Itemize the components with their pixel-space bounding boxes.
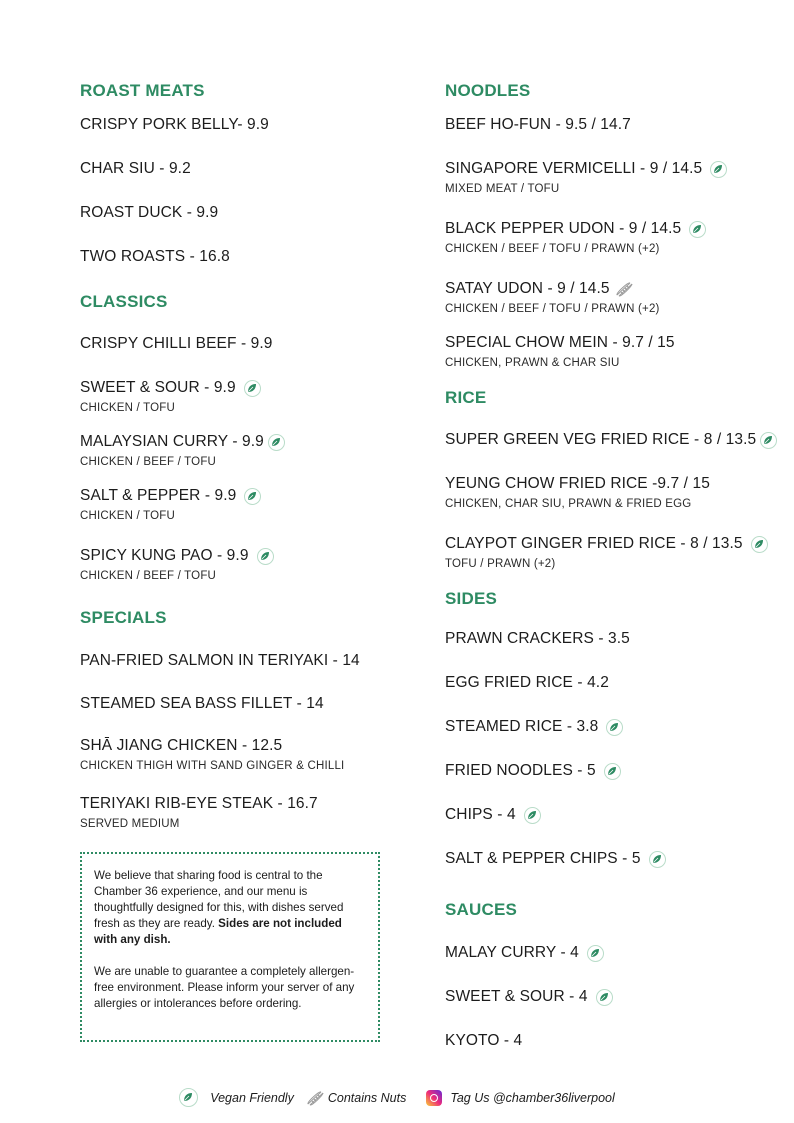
item-options: CHICKEN / BEEF / TOFU / PRAWN (+2)	[445, 243, 660, 255]
menu-item	[445, 718, 623, 736]
item-name: PRAWN CRACKERS - 3.5	[445, 630, 630, 647]
leaf-icon	[179, 1088, 198, 1107]
section-title-rice: RICE	[445, 388, 487, 407]
leaf-icon	[587, 945, 604, 962]
menu-item	[445, 674, 609, 692]
menu-item	[445, 535, 768, 570]
item-name: SPICY KUNG PAO - 9.9	[80, 547, 249, 564]
instagram-icon	[426, 1090, 442, 1106]
leaf-icon	[751, 536, 768, 553]
leaf-icon	[524, 807, 541, 824]
item-name: TWO ROASTS - 16.8	[80, 248, 230, 265]
leaf-icon	[244, 488, 261, 505]
item-options: CHICKEN / BEEF / TOFU	[80, 570, 217, 582]
item-name: FRIED NOODLES - 5	[445, 762, 596, 779]
leaf-icon	[596, 989, 613, 1006]
item-name: STEAMED RICE - 3.8	[445, 718, 599, 735]
menu-item	[80, 547, 274, 582]
item-options: TOFU / PRAWN (+2)	[445, 558, 556, 570]
menu-item	[445, 762, 621, 780]
menu-item	[80, 248, 230, 266]
leaf-icon	[760, 432, 777, 449]
item-name: SWEET & SOUR - 4	[445, 988, 588, 1005]
menu-item	[445, 988, 613, 1006]
section-title-noodles: NOODLES	[445, 81, 531, 100]
item-name: EGG FRIED RICE - 4.2	[445, 674, 609, 691]
item-name: BLACK PEPPER UDON - 9 / 14.5	[445, 220, 682, 237]
item-name: CRISPY CHILLI BEEF - 9.9	[80, 335, 273, 352]
item-options: CHICKEN / TOFU	[80, 510, 176, 522]
menu-item	[80, 487, 261, 522]
menu-item	[445, 630, 630, 648]
legend-vegan	[179, 1088, 294, 1107]
leaf-icon	[710, 161, 727, 178]
info-note-box	[80, 852, 380, 1042]
item-name: CHIPS - 4	[445, 806, 516, 823]
item-name: PAN-FRIED SALMON IN TERIYAKI - 14	[80, 652, 360, 669]
item-name: CRISPY PORK BELLY- 9.9	[80, 116, 269, 133]
sharing-note: We believe that sharing food is central to the Chamber 36 experience, and our menu is thoughtfully designed for this, with dishes served fresh as they are ready. Sides are not included with any dish.	[94, 869, 344, 946]
leaf-icon	[244, 380, 261, 397]
item-options: CHICKEN / BEEF / TOFU	[80, 456, 217, 468]
menu-item	[80, 695, 324, 713]
menu-item	[80, 379, 261, 414]
item-name: SALT & PEPPER - 9.9	[80, 487, 237, 504]
menu-item	[445, 160, 727, 195]
item-options: CHICKEN / TOFU	[80, 402, 176, 414]
leaf-icon	[689, 221, 706, 238]
item-options: CHICKEN THIGH WITH SAND GINGER & CHILLI	[80, 760, 345, 772]
menu-item	[445, 475, 710, 510]
menu-item	[80, 795, 318, 830]
menu-item	[80, 160, 191, 178]
menu-item	[445, 116, 631, 134]
menu-item	[445, 334, 675, 369]
menu-item	[80, 335, 273, 353]
item-name: SWEET & SOUR - 9.9	[80, 379, 236, 396]
item-name: YEUNG CHOW FRIED RICE -9.7 / 15	[445, 475, 710, 492]
legend-instagram	[418, 1090, 614, 1106]
item-options: CHICKEN, PRAWN & CHAR SIU	[445, 357, 620, 369]
menu-item	[445, 944, 604, 962]
item-name: SALT & PEPPER CHIPS - 5	[445, 850, 641, 867]
allergen-note: We are unable to guarantee a completely allergen-free environment. Please inform your server of any allergies or intolerances before ordering.	[94, 965, 355, 1010]
item-options: MIXED MEAT / TOFU	[445, 183, 560, 195]
nut-icon	[306, 1090, 324, 1106]
item-name: STEAMED SEA BASS FILLET - 14	[80, 695, 324, 712]
leaf-icon	[268, 434, 285, 451]
section-title-sides: SIDES	[445, 589, 498, 608]
item-name: CHAR SIU - 9.2	[80, 160, 191, 177]
leaf-icon	[604, 763, 621, 780]
menu-item	[80, 116, 269, 134]
item-options: CHICKEN / BEEF / TOFU / PRAWN (+2)	[445, 303, 660, 315]
item-name: TERIYAKI RIB-EYE STEAK - 16.7	[80, 795, 318, 812]
item-name: MALAY CURRY - 4	[445, 944, 579, 961]
item-name: KYOTO - 4	[445, 1032, 523, 1049]
leaf-icon	[649, 851, 666, 868]
section-title-classics: CLASSICS	[80, 292, 168, 311]
menu-item	[445, 220, 706, 255]
item-name: BEEF HO-FUN - 9.5 / 14.7	[445, 116, 631, 133]
nut-icon	[615, 281, 633, 297]
menu-item	[445, 806, 541, 824]
item-name: MALAYSIAN CURRY - 9.9	[80, 433, 264, 450]
section-title-specials: SPECIALS	[80, 608, 167, 627]
legend-vegan-label: Vegan Friendly	[210, 1090, 294, 1105]
item-name: SPECIAL CHOW MEIN - 9.7 / 15	[445, 334, 675, 351]
item-options: SERVED MEDIUM	[80, 818, 180, 830]
menu-item	[445, 431, 777, 449]
menu-item	[80, 652, 360, 670]
item-name: CLAYPOT GINGER FRIED RICE - 8 / 13.5	[445, 535, 743, 552]
menu-item	[445, 280, 660, 315]
leaf-icon	[257, 548, 274, 565]
menu-item	[445, 1032, 522, 1050]
section-title-roast-meats: ROAST MEATS	[80, 81, 205, 100]
item-options: CHICKEN, CHAR SIU, PRAWN & FRIED EGG	[445, 498, 692, 510]
item-name: SUPER GREEN VEG FRIED RICE - 8 / 13.5	[445, 431, 757, 448]
legend-nuts-label: Contains Nuts	[327, 1090, 407, 1105]
instagram-handle[interactable]: Tag Us @chamber36liverpool	[450, 1090, 615, 1105]
menu-item	[445, 850, 666, 868]
section-title-sauces: SAUCES	[445, 900, 518, 919]
legend-footer	[0, 1088, 794, 1107]
leaf-icon	[606, 719, 623, 736]
item-name: SINGAPORE VERMICELLI - 9 / 14.5	[445, 160, 703, 177]
menu-item	[80, 433, 285, 468]
item-name: SATAY UDON - 9 / 14.5	[445, 280, 610, 297]
sides-note: Sides are not included with any dish.	[94, 917, 342, 946]
menu-item	[80, 204, 218, 222]
item-name: SHĀ JIANG CHICKEN - 12.5	[80, 737, 283, 754]
item-name: ROAST DUCK - 9.9	[80, 204, 219, 221]
menu-item	[80, 737, 344, 772]
legend-nuts	[306, 1090, 407, 1106]
